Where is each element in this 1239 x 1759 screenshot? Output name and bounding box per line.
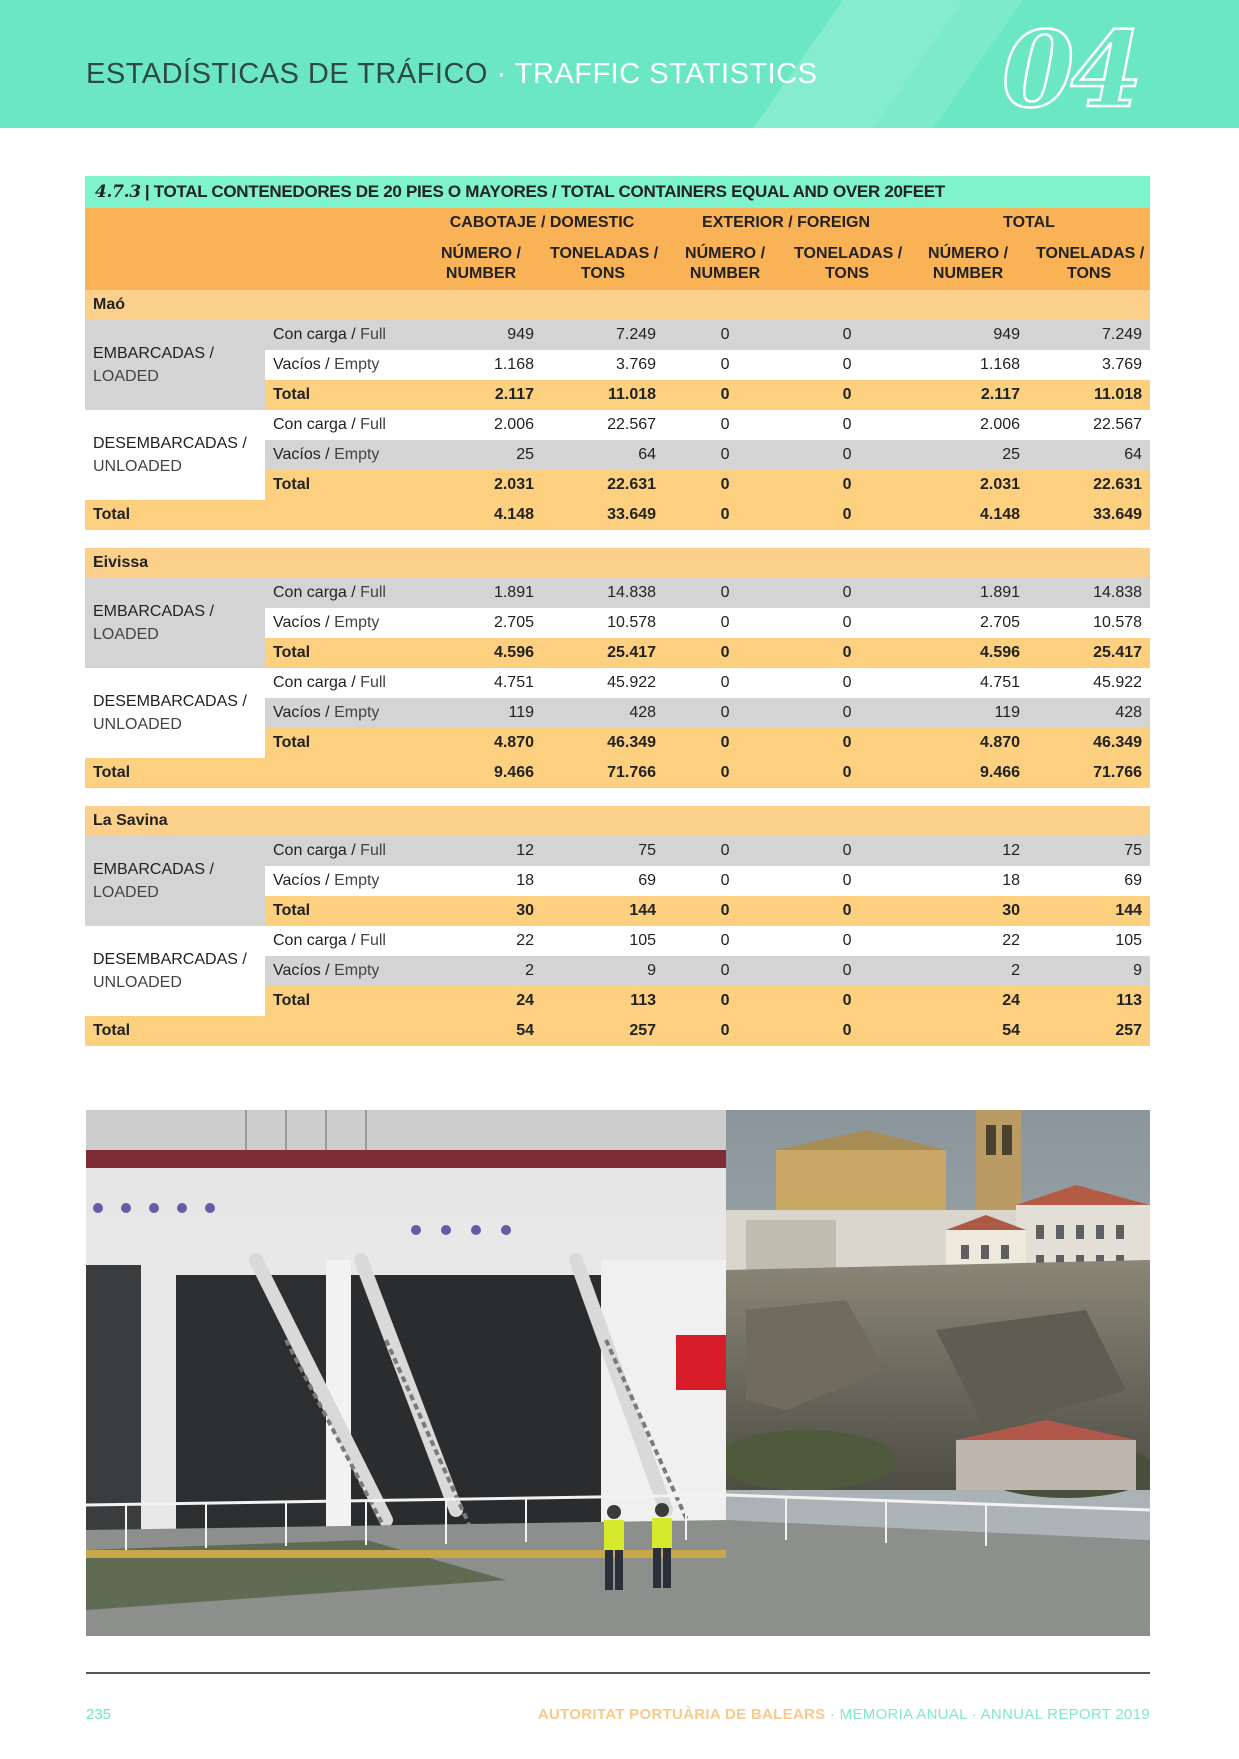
header-line: NUMBER <box>689 265 761 282</box>
table-cell: 0 <box>664 866 786 896</box>
table-cell: 0 <box>786 728 908 758</box>
table-cell: 9.466 <box>908 758 1028 788</box>
header-line: TONELADAS / <box>550 245 659 262</box>
footer-organization: AUTORITAT PORTUÀRIA DE BALEARS <box>537 1706 826 1723</box>
table-cell: 4.751 <box>420 668 542 698</box>
table-spacer-row <box>85 530 1150 548</box>
table-cell: 0 <box>786 470 908 500</box>
table-cell: 0 <box>786 350 908 380</box>
spacer-cell <box>85 530 1150 548</box>
table-row <box>85 320 1150 350</box>
table-cell: 0 <box>786 500 908 530</box>
table-row <box>85 668 1150 698</box>
table-cell: 0 <box>786 758 908 788</box>
table-cell: 0 <box>664 470 786 500</box>
loaded-label-es: EMBARCADAS / <box>93 603 214 620</box>
label-en: Empty <box>334 446 380 463</box>
table-cell: 25 <box>420 440 542 470</box>
label-en: Empty <box>334 356 380 373</box>
table-cell: 24 <box>420 986 542 1016</box>
table-cell: 22.567 <box>1028 410 1150 440</box>
table-cell: 0 <box>664 380 786 410</box>
table-group-header-row <box>85 208 1150 238</box>
table-cell: 64 <box>1028 440 1150 470</box>
label-es: Vacíos <box>273 614 321 631</box>
label-es: Con carga <box>273 932 347 949</box>
ferry-photo-illustration <box>86 1110 1150 1636</box>
label-en: Empty <box>334 962 380 979</box>
table-cell: 71.766 <box>1028 758 1150 788</box>
label-en: Full <box>360 326 386 343</box>
table-cell: 4.148 <box>908 500 1028 530</box>
label-es: Vacíos <box>273 962 321 979</box>
row-label-total: Total <box>265 728 420 758</box>
table-cell: 0 <box>786 956 908 986</box>
loaded-label <box>85 578 265 668</box>
table-cell: 0 <box>786 836 908 866</box>
header-line: TONELADAS / <box>1036 245 1145 262</box>
table-cell: 2.117 <box>420 380 542 410</box>
table-cell: 22 <box>908 926 1028 956</box>
loaded-label <box>85 836 265 926</box>
loaded-label-en: LOADED <box>93 626 159 643</box>
table-cell: 4.751 <box>908 668 1028 698</box>
table-cell: 7.249 <box>1028 320 1150 350</box>
table-cell: 0 <box>786 926 908 956</box>
table-cell: 257 <box>542 1016 664 1046</box>
label-es: Con carga <box>273 842 347 859</box>
label-es: Vacíos <box>273 446 321 463</box>
port-total-label: Total <box>85 1016 420 1046</box>
table-cell: 30 <box>420 896 542 926</box>
table-cell: 0 <box>664 668 786 698</box>
table-cell: 1.168 <box>908 350 1028 380</box>
port-total-label: Total <box>85 758 420 788</box>
label-sep: / <box>346 326 361 343</box>
table-cell: 0 <box>786 380 908 410</box>
label-en: Empty <box>334 614 380 631</box>
table-cell: 54 <box>908 1016 1028 1046</box>
unloaded-label-es: DESEMBARCADAS / <box>93 951 247 968</box>
table-cell: 10.578 <box>1028 608 1150 638</box>
port-header-row <box>85 806 1150 836</box>
label-es: Con carga <box>273 584 347 601</box>
table-cell: 0 <box>786 698 908 728</box>
table-row <box>85 410 1150 440</box>
table-cell: 0 <box>664 728 786 758</box>
label-en: Full <box>360 932 386 949</box>
port-name: Eivissa <box>85 548 1150 578</box>
table-cell: 0 <box>664 926 786 956</box>
label-sep: / <box>320 446 335 463</box>
table-cell: 46.349 <box>1028 728 1150 758</box>
table-cell: 2 <box>420 956 542 986</box>
header-empty-cell <box>85 208 420 238</box>
table-cell: 0 <box>786 866 908 896</box>
table-cell: 22 <box>420 926 542 956</box>
table-cell: 257 <box>1028 1016 1150 1046</box>
table-cell: 3.769 <box>542 350 664 380</box>
unloaded-label <box>85 668 265 758</box>
table-cell: 0 <box>664 410 786 440</box>
row-label-full <box>265 410 420 440</box>
row-label-total: Total <box>265 470 420 500</box>
label-sep: / <box>320 872 335 889</box>
label-sep: / <box>346 416 361 433</box>
table-title-bar <box>85 176 1150 208</box>
label-en: Empty <box>334 872 380 889</box>
row-label-empty <box>265 608 420 638</box>
label-sep: / <box>346 842 361 859</box>
table-spacer-row <box>85 788 1150 806</box>
table-cell: 0 <box>664 896 786 926</box>
port-ferry-photo <box>86 1110 1150 1636</box>
table-cell: 4.596 <box>420 638 542 668</box>
table-row <box>85 578 1150 608</box>
table-cell: 69 <box>1028 866 1150 896</box>
table-cell: 0 <box>664 836 786 866</box>
header-line: TONS <box>1066 265 1112 282</box>
table-cell: 2.031 <box>420 470 542 500</box>
table-cell: 0 <box>664 638 786 668</box>
table-cell: 12 <box>420 836 542 866</box>
table-cell: 14.838 <box>1028 578 1150 608</box>
column-header-number <box>420 238 542 290</box>
column-header-tons <box>786 238 908 290</box>
table-cell: 25.417 <box>1028 638 1150 668</box>
table-cell: 0 <box>664 578 786 608</box>
containers-table <box>85 208 1150 1046</box>
row-label-empty <box>265 698 420 728</box>
table-cell: 14.838 <box>542 578 664 608</box>
column-group-header: CABOTAJE / DOMESTIC <box>420 208 664 238</box>
header-line: TONS <box>580 265 626 282</box>
table-cell: 9 <box>542 956 664 986</box>
unloaded-label <box>85 926 265 1016</box>
row-label-full <box>265 320 420 350</box>
table-section-number: 4.7.3 <box>95 182 141 202</box>
label-sep: / <box>320 704 335 721</box>
title-separator: · <box>487 58 515 90</box>
header-line: NUMBER <box>932 265 1004 282</box>
table-cell: 119 <box>908 698 1028 728</box>
table-cell: 428 <box>542 698 664 728</box>
table-cell: 1.168 <box>420 350 542 380</box>
table-cell: 54 <box>420 1016 542 1046</box>
table-cell: 24 <box>908 986 1028 1016</box>
column-header-tons <box>1028 238 1150 290</box>
table-cell: 10.578 <box>542 608 664 638</box>
table-cell: 0 <box>664 956 786 986</box>
footer-publication <box>538 1706 1150 1723</box>
table-cell: 0 <box>786 638 908 668</box>
row-label-total: Total <box>265 380 420 410</box>
row-label-full <box>265 926 420 956</box>
row-label-empty <box>265 350 420 380</box>
row-label-total: Total <box>265 638 420 668</box>
label-es: Vacíos <box>273 356 321 373</box>
loaded-label-en: LOADED <box>93 368 159 385</box>
port-name: Maó <box>85 290 1150 320</box>
footer-report-title: · MEMORIA ANUAL · ANNUAL REPORT 2019 <box>825 1706 1150 1723</box>
header-line: TONS <box>824 265 870 282</box>
table-cell: 2.006 <box>420 410 542 440</box>
table-cell: 0 <box>786 608 908 638</box>
table-cell: 119 <box>420 698 542 728</box>
loaded-label <box>85 320 265 410</box>
table-cell: 428 <box>1028 698 1150 728</box>
table-cell: 0 <box>786 1016 908 1046</box>
row-label-full <box>265 578 420 608</box>
label-sep: / <box>346 584 361 601</box>
chapter-number: 04 <box>1002 8 1139 128</box>
table-cell: 2.117 <box>908 380 1028 410</box>
table-cell: 4.148 <box>420 500 542 530</box>
table-cell: 71.766 <box>542 758 664 788</box>
table-cell: 0 <box>786 896 908 926</box>
header-line: NUMBER <box>445 265 517 282</box>
table-title: | TOTAL CONTENEDORES DE 20 PIES O MAYORES / TOTAL CONTAINERS EQUAL AND OVER 20FEET <box>144 182 945 201</box>
table-cell: 0 <box>664 758 786 788</box>
table-cell: 4.870 <box>420 728 542 758</box>
unloaded-label-en: UNLOADED <box>93 458 182 475</box>
label-sep: / <box>320 614 335 631</box>
spacer-cell <box>85 788 1150 806</box>
label-es: Con carga <box>273 674 347 691</box>
table-cell: 75 <box>1028 836 1150 866</box>
header-banner <box>0 0 1239 128</box>
label-en: Full <box>360 416 386 433</box>
statistics-table-section <box>85 176 1150 1046</box>
table-cell: 11.018 <box>1028 380 1150 410</box>
table-cell: 0 <box>786 320 908 350</box>
table-cell: 949 <box>908 320 1028 350</box>
table-cell: 144 <box>1028 896 1150 926</box>
table-cell: 22.567 <box>542 410 664 440</box>
column-header-number <box>908 238 1028 290</box>
label-sep: / <box>320 962 335 979</box>
table-row <box>85 836 1150 866</box>
header-line: TONELADAS / <box>794 245 903 262</box>
table-cell: 0 <box>664 1016 786 1046</box>
unloaded-label <box>85 410 265 500</box>
table-cell: 0 <box>786 986 908 1016</box>
table-cell: 0 <box>664 986 786 1016</box>
table-cell: 18 <box>908 866 1028 896</box>
header-line: NÚMERO / <box>928 245 1009 262</box>
column-group-header: TOTAL <box>908 208 1150 238</box>
table-cell: 22.631 <box>1028 470 1150 500</box>
table-cell: 46.349 <box>542 728 664 758</box>
port-total-row <box>85 758 1150 788</box>
unloaded-label-en: UNLOADED <box>93 974 182 991</box>
column-header-tons <box>542 238 664 290</box>
table-cell: 1.891 <box>908 578 1028 608</box>
port-header-row <box>85 548 1150 578</box>
loaded-label-es: EMBARCADAS / <box>93 861 214 878</box>
page-title <box>86 58 818 91</box>
table-cell: 30 <box>908 896 1028 926</box>
unloaded-label-es: DESEMBARCADAS / <box>93 693 247 710</box>
table-cell: 105 <box>542 926 664 956</box>
table-cell: 949 <box>420 320 542 350</box>
loaded-label-es: EMBARCADAS / <box>93 345 214 362</box>
table-cell: 45.922 <box>542 668 664 698</box>
table-cell: 0 <box>786 668 908 698</box>
table-cell: 4.596 <box>908 638 1028 668</box>
row-label-empty <box>265 956 420 986</box>
table-cell: 7.249 <box>542 320 664 350</box>
table-cell: 33.649 <box>542 500 664 530</box>
row-label-total: Total <box>265 896 420 926</box>
port-total-row <box>85 1016 1150 1046</box>
label-es: Vacíos <box>273 704 321 721</box>
table-cell: 45.922 <box>1028 668 1150 698</box>
port-name: La Savina <box>85 806 1150 836</box>
port-total-label: Total <box>85 500 420 530</box>
table-cell: 1.891 <box>420 578 542 608</box>
label-en: Full <box>360 584 386 601</box>
table-cell: 12 <box>908 836 1028 866</box>
label-sep: / <box>346 674 361 691</box>
table-cell: 9.466 <box>420 758 542 788</box>
port-header-row <box>85 290 1150 320</box>
table-cell: 0 <box>786 410 908 440</box>
row-label-total: Total <box>265 986 420 1016</box>
title-spanish: ESTADÍSTICAS DE TRÁFICO <box>86 58 488 90</box>
header-line: NÚMERO / <box>685 245 766 262</box>
table-cell: 0 <box>664 320 786 350</box>
table-cell: 0 <box>786 440 908 470</box>
label-en: Full <box>360 674 386 691</box>
page-number: 235 <box>86 1706 112 1723</box>
label-es: Vacíos <box>273 872 321 889</box>
header-empty-cell <box>85 238 420 290</box>
unloaded-label-en: UNLOADED <box>93 716 182 733</box>
table-cell: 2.705 <box>420 608 542 638</box>
table-cell: 25 <box>908 440 1028 470</box>
row-label-full <box>265 836 420 866</box>
table-cell: 113 <box>1028 986 1150 1016</box>
label-en: Full <box>360 842 386 859</box>
table-cell: 75 <box>542 836 664 866</box>
table-cell: 2.705 <box>908 608 1028 638</box>
footer-divider <box>86 1672 1150 1674</box>
table-cell: 0 <box>664 698 786 728</box>
table-cell: 2.031 <box>908 470 1028 500</box>
row-label-empty <box>265 866 420 896</box>
table-cell: 33.649 <box>1028 500 1150 530</box>
row-label-full <box>265 668 420 698</box>
loaded-label-en: LOADED <box>93 884 159 901</box>
row-label-empty <box>265 440 420 470</box>
title-english: TRAFFIC STATISTICS <box>514 58 818 90</box>
table-cell: 113 <box>542 986 664 1016</box>
table-cell: 0 <box>664 440 786 470</box>
column-group-header: EXTERIOR / FOREIGN <box>664 208 908 238</box>
label-es: Con carga <box>273 326 347 343</box>
table-cell: 144 <box>542 896 664 926</box>
unloaded-label-es: DESEMBARCADAS / <box>93 435 247 452</box>
label-sep: / <box>320 356 335 373</box>
table-cell: 69 <box>542 866 664 896</box>
table-cell: 9 <box>1028 956 1150 986</box>
table-cell: 0 <box>664 608 786 638</box>
table-cell: 22.631 <box>542 470 664 500</box>
table-cell: 2.006 <box>908 410 1028 440</box>
label-es: Con carga <box>273 416 347 433</box>
table-column-header-row <box>85 238 1150 290</box>
table-cell: 105 <box>1028 926 1150 956</box>
table-cell: 64 <box>542 440 664 470</box>
label-en: Empty <box>334 704 380 721</box>
table-cell: 25.417 <box>542 638 664 668</box>
table-row <box>85 926 1150 956</box>
label-sep: / <box>346 932 361 949</box>
port-total-row <box>85 500 1150 530</box>
table-cell: 0 <box>664 350 786 380</box>
header-line: NÚMERO / <box>441 245 521 262</box>
table-cell: 4.870 <box>908 728 1028 758</box>
table-cell: 2 <box>908 956 1028 986</box>
table-cell: 3.769 <box>1028 350 1150 380</box>
table-cell: 0 <box>664 500 786 530</box>
table-cell: 11.018 <box>542 380 664 410</box>
table-cell: 18 <box>420 866 542 896</box>
table-cell: 0 <box>786 578 908 608</box>
column-header-number <box>664 238 786 290</box>
